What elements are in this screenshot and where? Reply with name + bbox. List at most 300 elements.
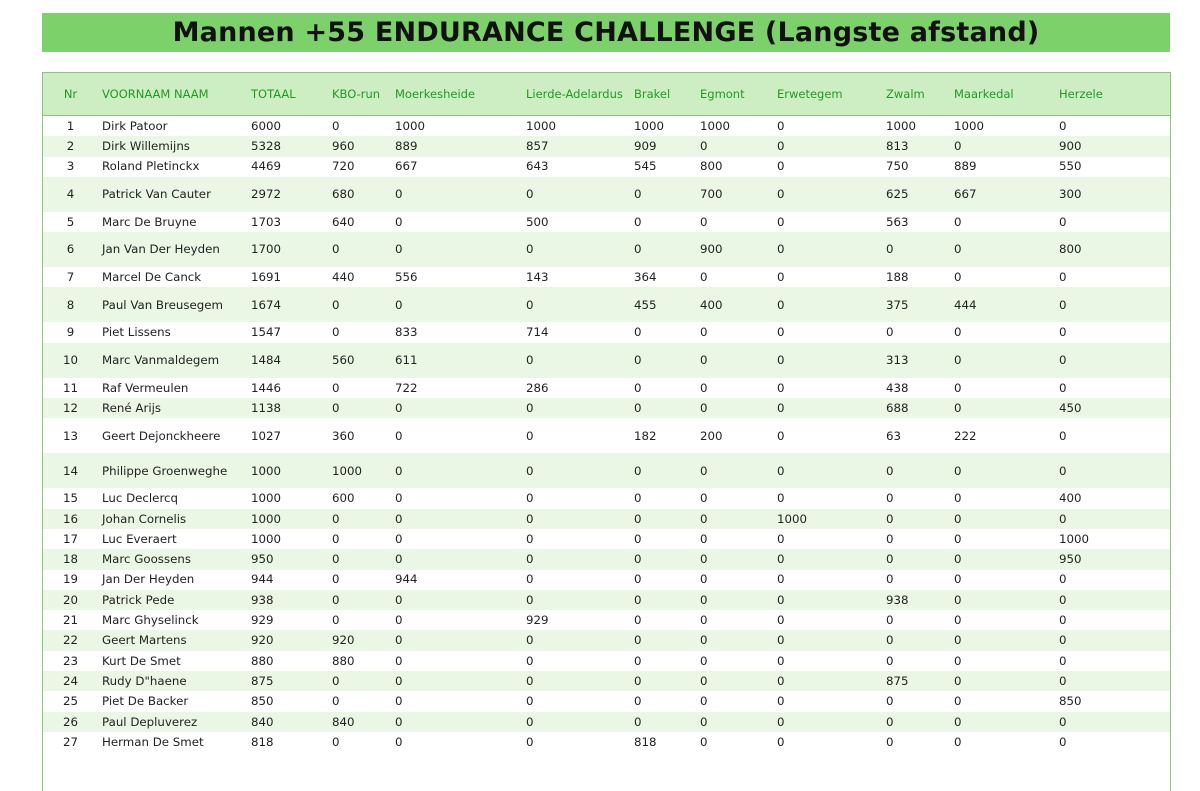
score-cell: 800: [1053, 232, 1170, 267]
score-cell: 0: [389, 671, 520, 691]
score-cell: 500: [526, 214, 549, 229]
rank-cell: 21: [62, 613, 78, 628]
score-cell: 0: [771, 287, 880, 322]
score-cell: 0: [777, 118, 785, 133]
score-cell: 0: [520, 630, 628, 650]
rank-cell: 22: [43, 630, 96, 650]
score-cell: 0: [771, 177, 880, 212]
score-cell: 182: [634, 428, 657, 443]
score-cell: 640: [332, 214, 355, 229]
name-cell: Dirk Willemijns: [96, 136, 245, 156]
score-cell: 0: [1059, 118, 1067, 133]
score-cell: 0: [332, 734, 340, 749]
score-cell: 0: [771, 671, 880, 691]
score-cell: 0: [395, 491, 403, 506]
rank-cell: 1: [66, 118, 75, 133]
rank-cell: 7: [66, 270, 75, 285]
score-cell: 5328: [245, 136, 326, 156]
score-cell: 1703: [251, 214, 282, 229]
score-cell: 700: [694, 177, 771, 212]
name-cell: Philippe Groenweghe: [96, 453, 245, 488]
score-cell: 0: [326, 549, 389, 569]
score-cell: 0: [880, 509, 948, 529]
score-cell: 0: [1059, 572, 1067, 587]
rank-cell: 14: [43, 453, 96, 488]
score-cell: 0: [628, 549, 694, 569]
score-cell: 450: [1053, 398, 1170, 418]
score-cell: 0: [948, 232, 1053, 267]
score-cell: 0: [395, 734, 403, 749]
score-cell: 0: [332, 325, 340, 340]
score-cell: 0: [694, 453, 771, 488]
score-cell: 560: [326, 343, 389, 378]
score-cell: 200: [700, 428, 723, 443]
score-cell: 0: [389, 398, 520, 418]
score-cell: 0: [520, 509, 628, 529]
score-cell: 0: [628, 343, 694, 378]
table-row: [43, 610, 1170, 630]
score-cell: 0: [526, 428, 534, 443]
score-cell: 0: [948, 549, 1053, 569]
rank-cell: 13: [62, 428, 78, 443]
score-cell: 688: [880, 398, 948, 418]
score-cell: 0: [520, 453, 628, 488]
score-cell: 0: [886, 325, 894, 340]
score-cell: 563: [886, 214, 909, 229]
column-header[interactable]: Egmont: [694, 73, 771, 116]
score-cell: 0: [880, 549, 948, 569]
score-cell: 0: [694, 671, 771, 691]
score-cell: 889: [954, 159, 977, 174]
score-cell: 1000: [1059, 531, 1090, 546]
table-row: [43, 177, 1170, 212]
score-cell: 0: [389, 232, 520, 267]
score-cell: 0: [395, 214, 403, 229]
score-cell: 880: [251, 653, 274, 668]
score-cell: 1000: [634, 118, 665, 133]
results-table-container: [42, 72, 1171, 791]
score-cell: 0: [694, 712, 771, 732]
score-cell: 0: [389, 590, 520, 610]
score-cell: 1000: [886, 118, 917, 133]
score-cell: 0: [700, 270, 708, 285]
score-cell: 0: [389, 712, 520, 732]
column-header[interactable]: VOORNAAM NAAM: [96, 73, 245, 116]
table-row: [43, 509, 1170, 529]
score-cell: 0: [954, 572, 962, 587]
score-cell: 6000: [251, 118, 282, 133]
rank-cell: 15: [62, 491, 78, 506]
score-cell: 0: [880, 630, 948, 650]
name-cell: René Arijs: [96, 398, 245, 418]
score-cell: 0: [777, 531, 785, 546]
score-cell: 0: [700, 380, 708, 395]
score-cell: 0: [777, 734, 785, 749]
score-cell: 0: [395, 428, 403, 443]
table-row: [43, 232, 1170, 267]
score-cell: 0: [948, 590, 1053, 610]
score-cell: 0: [948, 136, 1053, 156]
score-cell: 960: [326, 136, 389, 156]
rank-cell: 20: [43, 590, 96, 610]
score-cell: 0: [389, 549, 520, 569]
score-cell: 0: [1053, 671, 1170, 691]
score-cell: 0: [771, 232, 880, 267]
score-cell: 0: [771, 343, 880, 378]
score-cell: 0: [694, 549, 771, 569]
score-cell: 364: [634, 270, 657, 285]
score-cell: 0: [700, 325, 708, 340]
name-cell: Luc Declercq: [102, 491, 179, 506]
rank-cell: 11: [62, 380, 78, 395]
score-cell: 0: [520, 177, 628, 212]
score-cell: 0: [1053, 509, 1170, 529]
score-cell: 0: [1053, 630, 1170, 650]
score-cell: 0: [332, 531, 340, 546]
score-cell: 0: [628, 453, 694, 488]
score-cell: 929: [251, 613, 274, 628]
score-cell: 0: [395, 613, 403, 628]
score-cell: 360: [332, 428, 355, 443]
score-cell: 0: [954, 613, 962, 628]
name-cell: Paul Van Breusegem: [96, 287, 245, 322]
score-cell: 0: [954, 380, 962, 395]
score-cell: 0: [389, 287, 520, 322]
score-cell: 1547: [251, 325, 282, 340]
score-cell: 1000: [954, 118, 985, 133]
score-cell: 400: [1059, 491, 1082, 506]
score-cell: 0: [886, 734, 894, 749]
name-cell: Marc Goossens: [96, 549, 245, 569]
score-cell: 900: [1053, 136, 1170, 156]
score-cell: 0: [694, 590, 771, 610]
score-cell: 0: [1059, 653, 1067, 668]
table-row: [43, 212, 1170, 232]
score-cell: 1138: [245, 398, 326, 418]
name-cell: Jan Der Heyden: [102, 572, 195, 587]
score-cell: 850: [1059, 694, 1082, 709]
score-cell: 0: [777, 159, 785, 174]
results-table: [43, 73, 1170, 752]
column-header[interactable]: Lierde-Adelardus: [520, 73, 628, 116]
score-cell: 1000: [245, 453, 326, 488]
score-cell: 0: [1059, 380, 1067, 395]
table-row: [43, 651, 1170, 671]
score-cell: 0: [700, 694, 708, 709]
score-cell: 714: [526, 325, 549, 340]
score-cell: 944: [251, 572, 274, 587]
score-cell: 1000: [326, 453, 389, 488]
score-cell: 0: [326, 398, 389, 418]
score-cell: 0: [954, 325, 962, 340]
score-cell: 0: [526, 572, 534, 587]
rank-cell: 3: [66, 159, 75, 174]
name-cell: Geert Martens: [96, 630, 245, 650]
score-cell: 0: [1053, 453, 1170, 488]
score-cell: 0: [1053, 343, 1170, 378]
score-cell: 0: [628, 630, 694, 650]
rank-cell: 26: [43, 712, 96, 732]
table-row: [43, 488, 1170, 508]
name-cell: Marcel De Canck: [102, 270, 202, 285]
name-cell: Roland Pletinckx: [102, 159, 200, 174]
column-header[interactable]: Nr: [43, 73, 96, 116]
score-cell: 1000: [771, 509, 880, 529]
score-cell: 0: [777, 214, 785, 229]
score-cell: 1674: [245, 287, 326, 322]
score-cell: 880: [332, 653, 355, 668]
column-header[interactable]: Zwalm: [880, 73, 948, 116]
score-cell: 0: [948, 630, 1053, 650]
score-cell: 4469: [251, 159, 282, 174]
score-cell: 143: [526, 270, 549, 285]
table-row: [43, 418, 1170, 453]
score-cell: 0: [634, 214, 642, 229]
score-cell: 0: [886, 613, 894, 628]
score-cell: 0: [1059, 428, 1067, 443]
score-cell: 313: [880, 343, 948, 378]
score-cell: 556: [395, 270, 418, 285]
score-cell: 0: [634, 653, 642, 668]
column-header[interactable]: Brakel: [628, 73, 694, 116]
name-cell: Rudy D"haene: [96, 671, 245, 691]
score-cell: 1000: [245, 509, 326, 529]
name-cell: Kurt De Smet: [102, 653, 181, 668]
score-cell: 0: [948, 343, 1053, 378]
score-cell: 0: [634, 491, 642, 506]
rank-cell: 8: [43, 287, 96, 322]
score-cell: 0: [332, 380, 340, 395]
score-cell: 0: [1059, 214, 1067, 229]
score-cell: 0: [694, 343, 771, 378]
table-row: [43, 630, 1170, 650]
score-cell: 375: [880, 287, 948, 322]
score-cell: 875: [880, 671, 948, 691]
name-cell: Johan Cornelis: [96, 509, 245, 529]
score-cell: 286: [526, 380, 549, 395]
score-cell: 0: [954, 653, 962, 668]
score-cell: 0: [777, 325, 785, 340]
score-cell: 909: [628, 136, 694, 156]
score-cell: 1000: [251, 531, 282, 546]
table-row: [43, 453, 1170, 488]
score-cell: 0: [526, 734, 534, 749]
score-cell: 0: [634, 531, 642, 546]
score-cell: 0: [694, 398, 771, 418]
column-header[interactable]: Erwetegem: [771, 73, 880, 116]
score-cell: 0: [634, 325, 642, 340]
column-header[interactable]: KBO-run: [326, 73, 389, 116]
score-cell: 0: [634, 613, 642, 628]
rank-cell: 12: [43, 398, 96, 418]
column-header[interactable]: Herzele: [1053, 73, 1170, 116]
score-cell: 600: [332, 491, 355, 506]
score-cell: 0: [520, 232, 628, 267]
name-cell: Herman De Smet: [102, 734, 204, 749]
score-cell: 0: [694, 509, 771, 529]
rank-cell: 2: [43, 136, 96, 156]
score-cell: 0: [948, 509, 1053, 529]
table-row: [43, 590, 1170, 610]
score-cell: 0: [694, 136, 771, 156]
table-row: [43, 671, 1170, 691]
score-cell: 0: [332, 613, 340, 628]
score-cell: 722: [395, 380, 418, 395]
score-cell: 0: [948, 712, 1053, 732]
name-cell: Dirk Patoor: [102, 118, 168, 133]
score-cell: 0: [332, 694, 340, 709]
rank-cell: 18: [43, 549, 96, 569]
column-header[interactable]: Moerkesheide: [389, 73, 520, 116]
score-cell: 0: [954, 491, 962, 506]
score-cell: 950: [245, 549, 326, 569]
score-cell: 0: [954, 531, 962, 546]
score-cell: 188: [886, 270, 909, 285]
score-cell: 0: [886, 694, 894, 709]
score-cell: 667: [395, 159, 418, 174]
score-cell: 0: [326, 671, 389, 691]
score-cell: 0: [389, 453, 520, 488]
score-cell: 840: [326, 712, 389, 732]
score-cell: 938: [245, 590, 326, 610]
name-cell: Raf Vermeulen: [102, 380, 189, 395]
score-cell: 0: [634, 572, 642, 587]
score-cell: 875: [245, 671, 326, 691]
name-cell: Piet De Backer: [102, 694, 189, 709]
score-cell: 0: [389, 509, 520, 529]
name-cell: Paul Depluverez: [96, 712, 245, 732]
score-cell: 920: [245, 630, 326, 650]
score-cell: 0: [777, 491, 785, 506]
rank-cell: 24: [43, 671, 96, 691]
score-cell: 0: [520, 549, 628, 569]
rank-cell: 23: [62, 653, 78, 668]
table-row: [43, 378, 1170, 398]
name-cell: Jan Van Der Heyden: [96, 232, 245, 267]
rank-cell: 6: [43, 232, 96, 267]
score-cell: 0: [771, 712, 880, 732]
score-cell: 1000: [395, 118, 426, 133]
score-cell: 0: [777, 694, 785, 709]
score-cell: 0: [777, 572, 785, 587]
score-cell: 667: [948, 177, 1053, 212]
score-cell: 0: [771, 630, 880, 650]
score-cell: 0: [628, 232, 694, 267]
score-cell: 0: [395, 694, 403, 709]
column-header[interactable]: TOTAAL: [245, 73, 326, 116]
score-cell: 611: [389, 343, 520, 378]
score-cell: 0: [526, 653, 534, 668]
score-cell: 0: [880, 453, 948, 488]
score-cell: 0: [332, 118, 340, 133]
score-cell: 0: [326, 509, 389, 529]
name-cell: Marc De Bruyne: [102, 214, 197, 229]
table-row: [43, 116, 1170, 137]
score-cell: 0: [526, 531, 534, 546]
table-row: [43, 691, 1170, 711]
score-cell: 0: [1053, 712, 1170, 732]
score-cell: 0: [634, 694, 642, 709]
score-cell: 0: [526, 491, 534, 506]
score-cell: 455: [628, 287, 694, 322]
name-cell: Marc Vanmaldegem: [96, 343, 245, 378]
score-cell: 938: [880, 590, 948, 610]
score-cell: 0: [948, 398, 1053, 418]
score-cell: 0: [700, 214, 708, 229]
table-row: [43, 549, 1170, 569]
name-cell: Piet Lissens: [102, 325, 171, 340]
rank-cell: 9: [66, 325, 75, 340]
score-cell: 0: [628, 398, 694, 418]
score-cell: 0: [1059, 613, 1067, 628]
score-cell: 0: [326, 232, 389, 267]
title-banner: [42, 13, 1170, 52]
score-cell: 0: [332, 572, 340, 587]
score-cell: 400: [694, 287, 771, 322]
score-cell: 833: [395, 325, 418, 340]
table-row: [43, 322, 1170, 342]
score-cell: 643: [526, 159, 549, 174]
score-cell: 0: [326, 287, 389, 322]
table-row: [43, 732, 1170, 752]
score-cell: 0: [700, 613, 708, 628]
score-cell: 0: [777, 653, 785, 668]
score-cell: 222: [954, 428, 977, 443]
table-header-row: [43, 73, 1170, 116]
score-cell: 444: [948, 287, 1053, 322]
score-cell: 0: [520, 287, 628, 322]
name-cell: Patrick Van Cauter: [96, 177, 245, 212]
score-cell: 0: [628, 590, 694, 610]
score-cell: 920: [326, 630, 389, 650]
score-cell: 0: [777, 613, 785, 628]
score-cell: 0: [520, 343, 628, 378]
rank-cell: 16: [43, 509, 96, 529]
score-cell: 1000: [700, 118, 731, 133]
score-cell: 0: [700, 531, 708, 546]
score-cell: 0: [628, 712, 694, 732]
score-cell: 0: [694, 630, 771, 650]
score-cell: 0: [777, 380, 785, 395]
score-cell: 0: [1059, 734, 1067, 749]
score-cell: 0: [700, 734, 708, 749]
score-cell: 850: [251, 694, 274, 709]
score-cell: 1700: [245, 232, 326, 267]
column-header[interactable]: Maarkedal: [948, 73, 1053, 116]
score-cell: 0: [777, 270, 785, 285]
score-cell: 0: [886, 531, 894, 546]
score-cell: 800: [700, 159, 723, 174]
score-cell: 750: [886, 159, 909, 174]
name-cell: Luc Everaert: [102, 531, 177, 546]
score-cell: 0: [395, 653, 403, 668]
score-cell: 550: [1059, 159, 1082, 174]
score-cell: 0: [634, 380, 642, 395]
name-cell: Geert Dejonckheere: [102, 428, 221, 443]
score-cell: 0: [771, 453, 880, 488]
score-cell: 0: [880, 232, 948, 267]
score-cell: 889: [389, 136, 520, 156]
score-cell: 1484: [245, 343, 326, 378]
rank-cell: 4: [43, 177, 96, 212]
table-row: [43, 570, 1170, 590]
score-cell: 0: [954, 734, 962, 749]
rank-cell: 19: [62, 572, 78, 587]
score-cell: 0: [326, 590, 389, 610]
score-cell: 929: [526, 613, 549, 628]
score-cell: 0: [628, 671, 694, 691]
table-row: [43, 398, 1170, 418]
